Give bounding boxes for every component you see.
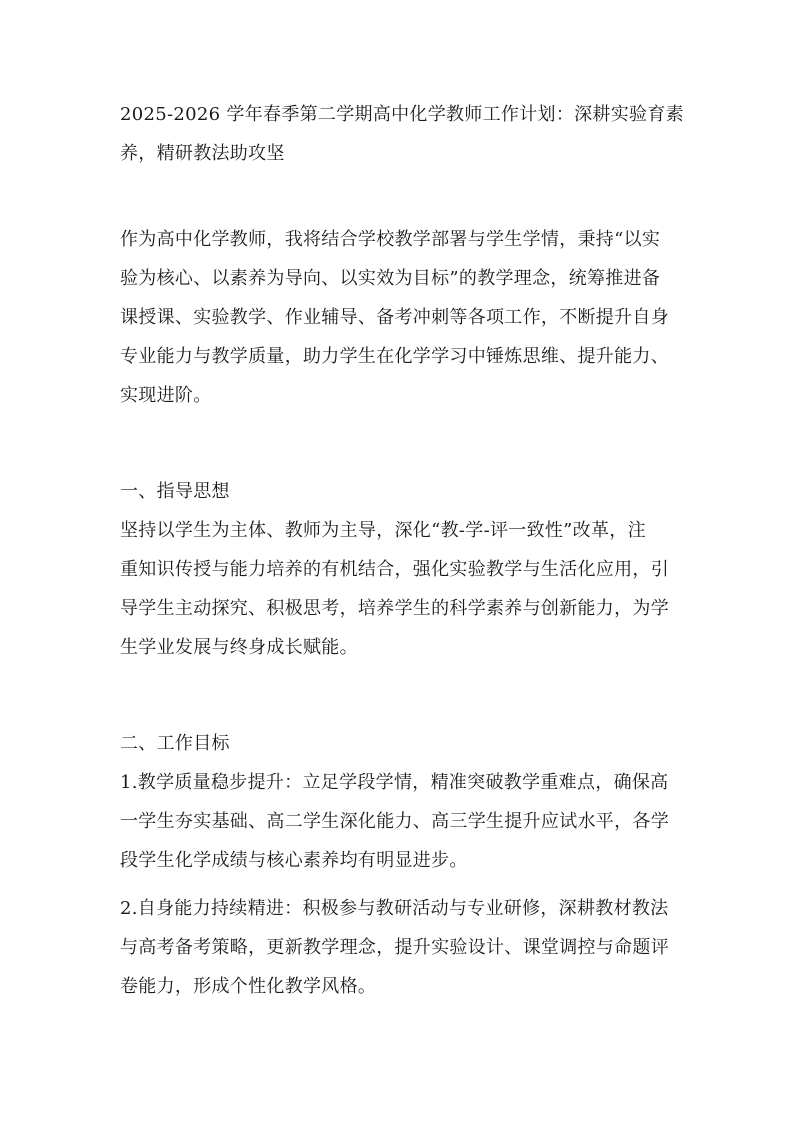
paragraph-line: 坚持以学生为主体、教师为主导，深化“教-学-评一致性”改革，注 <box>120 520 646 541</box>
paragraph-line: 重知识传授与能力培养的有机结合，强化实验教学与生活化应用，引 <box>120 559 669 580</box>
paragraph-line: 课授课、实验教学、作业辅导、备考冲刺等各项工作，不断提升自身 <box>120 307 669 328</box>
title-line: 2025-2026 学年春季第二学期高中化学教师工作计划：深耕实验育素 <box>120 104 684 125</box>
paragraph-line: 生学业发展与终身成长赋能。 <box>120 637 358 658</box>
paragraph-line: 专业能力与教学质量，助力学生在化学学习中锤炼思维、提升能力、 <box>120 346 669 367</box>
paragraph-line: 验为核心、以素养为导向、以实效为目标”的教学理念，统筹推进备 <box>120 268 661 289</box>
section-heading: 一、指导思想 <box>120 481 230 502</box>
title-line: 养，精研教法助攻坚 <box>120 143 285 164</box>
paragraph-line: 导学生主动探究、积极思考，培养学生的科学素养与创新能力，为学 <box>120 598 669 619</box>
paragraph-line: 与高考备考策略，更新教学理念，提升实验设计、课堂调控与命题评 <box>120 937 669 958</box>
paragraph-line: 作为高中化学教师，我将结合学校教学部署与学生学情，秉持“以实 <box>120 229 661 250</box>
paragraph-line: 段学生化学成绩与核心素养均有明显进步。 <box>120 850 468 871</box>
paragraph-line: 2.自身能力持续精进：积极参与教研活动与专业研修，深耕教材教法 <box>120 898 669 919</box>
paragraph-line: 实现进阶。 <box>120 385 212 406</box>
section-heading: 二、工作目标 <box>120 733 230 754</box>
paragraph-line: 一学生夯实基础、高二学生深化能力、高三学生提升应试水平，各学 <box>120 811 669 832</box>
paragraph-line: 卷能力，形成个性化教学风格。 <box>120 976 377 997</box>
paragraph-line: 1.教学质量稳步提升：立足学段学情，精准突破教学重难点，确保高 <box>120 772 669 793</box>
